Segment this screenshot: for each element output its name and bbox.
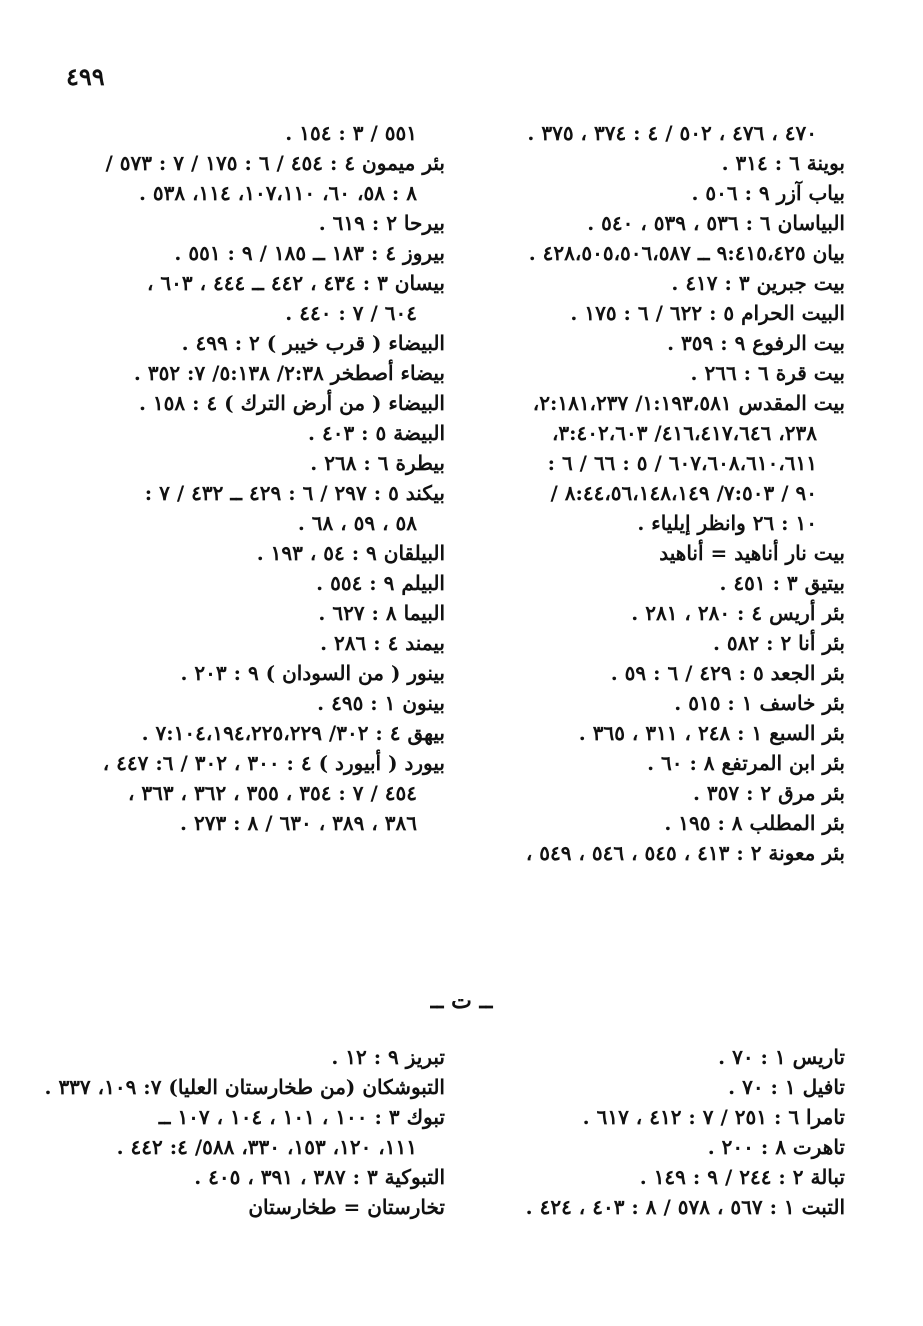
index-column-left-ta: [44, 1042, 445, 1222]
index-entry: بئر الجعد ٥ : ٤٢٩ / ٦ : ٥٩ .: [610, 661, 845, 685]
index-entry: تاهرت ٨ : ٢٠٠ .: [707, 1135, 845, 1159]
index-entry: بوينة ٦ : ٣١٤ .: [721, 151, 845, 175]
index-entry: البيت الحرام ٥ : ٦٢٢ / ٦ : ١٧٥ .: [570, 301, 845, 325]
index-entry: بيطرة ٦ : ٢٦٨ .: [310, 451, 445, 475]
index-entry: بئر مرق ٢ : ٣٥٧ .: [692, 781, 845, 805]
index-entry: التبوكية ٣ : ٣٨٧ ، ٣٩١ ، ٤٠٥ .: [194, 1165, 445, 1189]
index-entry: بيت المقدس ١:١٩٣،٥٨١/ ٢:١٨١،٢٣٧،: [532, 391, 845, 415]
index-entry: ١١١، ١٢٠، ١٥٣، ٣٣٠، ٥٨٨/ ٤: ٤٤٢ .: [116, 1135, 417, 1159]
index-entry: البيما ٨ : ٦٢٧ .: [318, 601, 445, 625]
index-entry: بيت نار أناهيد = أناهيد: [659, 541, 845, 565]
index-entry: بيسان ٣ : ٤٣٤ ، ٤٤٢ ــ ٤٤٤ ، ٦٠٣ ،: [146, 271, 445, 295]
index-entry: ٩٠ / ٧:٥٠٣/ ٨:٤٤،٥٦،١٤٨،١٤٩ /: [550, 481, 817, 505]
index-entry: بيضاء أصطخر ٢:٣٨/ ٥:١٣٨/ ٧: ٣٥٢ .: [133, 361, 445, 385]
index-column-right-ta: [473, 1042, 845, 1222]
index-entry: البيضة ٥ : ٤٠٣ .: [308, 421, 445, 445]
index-entry: بينور ( من السودان ) ٩ : ٢٠٣ .: [180, 661, 445, 685]
index-entry: تبالة ٢ : ٢٤٤ / ٩ : ١٤٩ .: [639, 1165, 845, 1189]
index-column-right: [473, 118, 845, 868]
index-entry: بئر ميمون ٤ : ٤٥٤ / ٦ : ١٧٥ / ٧ : ٥٧٣ /: [105, 151, 445, 175]
index-entry: ٣٨٦ ، ٣٨٩ ، ٦٣٠ / ٨ : ٢٧٣ .: [180, 811, 417, 835]
index-entry: بيان ٩:٤١٥،٤٢٥ ــ ٤٢٨،٥٠٥،٥٠٦،٥٨٧ .: [528, 241, 845, 265]
index-entry: بيروز ٤ : ١٨٣ ــ ١٨٥ / ٩ : ٥٥١ .: [174, 241, 445, 265]
page-number: ٤٩٩: [66, 62, 105, 91]
index-entry: تبريز ٩ : ١٢ .: [331, 1045, 445, 1069]
index-entry: البيضاء ( قرب خيبر ) ٢ : ٤٩٩ .: [181, 331, 445, 355]
index-entry: بيت الرفوع ٩ : ٣٥٩ .: [667, 331, 845, 355]
index-entry: بيهق ٤ : ٣٠٢/ ٧:١٠٤،١٩٤،٢٢٥،٢٢٩ .: [141, 721, 445, 745]
index-entry: بئر أنا ٢ : ٥٨٢ .: [712, 631, 845, 655]
index-entry: ١٠ : ٢٦ وانظر إيلياء .: [637, 511, 817, 535]
index-entry: بيت قرة ٦ : ٢٦٦ .: [690, 361, 845, 385]
index-entry: بئر أريس ٤ : ٢٨٠ ، ٢٨١ .: [631, 601, 845, 625]
index-entry: تاريس ١ : ٧٠ .: [718, 1045, 845, 1069]
section-heading: ــ ت ــ: [430, 988, 493, 1014]
index-entry: بئر معونة ٢ : ٤١٣ ، ٥٤٥ ، ٥٤٦ ، ٥٤٩ ،: [525, 841, 845, 865]
index-entry: بيتيق ٣ : ٤٥١ .: [719, 571, 845, 595]
index-entry: بئر السبع ١ : ٢٤٨ ، ٣١١ ، ٣٦٥ .: [578, 721, 845, 745]
index-entry: البياسان ٦ : ٥٣٦ ، ٥٣٩ ، ٥٤٠ .: [587, 211, 845, 235]
index-entry: البيلم ٩ : ٥٥٤ .: [316, 571, 445, 595]
index-entry: تامرا ٦ : ٢٥١ / ٧ : ٤١٢ ، ٦١٧ .: [582, 1105, 845, 1129]
index-column-left: [55, 118, 445, 838]
index-entry: بياب آزر ٩ : ٥٠٦ .: [691, 181, 845, 205]
index-entry: التبت ١ : ٥٦٧ ، ٥٧٨ / ٨ : ٤٠٣ ، ٤٢٤ .: [525, 1195, 845, 1219]
index-entry: بيكند ٥ : ٢٩٧ / ٦ : ٤٢٩ ــ ٤٣٢ / ٧ :: [144, 481, 445, 505]
index-entry: بئر المطلب ٨ : ١٩٥ .: [664, 811, 845, 835]
index-entry: التبوشكان (من طخارستان العليا) ٧: ١٠٩، ٣٣٧ .: [44, 1075, 445, 1099]
index-entry: ٦٠٤ / ٧ : ٤٤٠ .: [285, 301, 417, 325]
index-entry: ٤٥٤ / ٧ : ٣٥٤ ، ٣٥٥ ، ٣٦٢ ، ٣٦٣ ،: [127, 781, 417, 805]
index-entry: تافيل ١ : ٧٠ .: [728, 1075, 845, 1099]
index-entry: ٥٥١ / ٣ : ١٥٤ .: [285, 121, 417, 145]
index-entry: البيلقان ٩ : ٥٤ ، ١٩٣ .: [256, 541, 445, 565]
index-entry: ٢٣٨، ٤١٦،٤١٧،٦٤٦/ ٣:٤٠٢،٦٠٣،: [551, 421, 817, 445]
index-entry: بيورد ( أبيورد ) ٤ : ٣٠٠ ، ٣٠٢ / ٦: ٤٤٧ ،: [102, 751, 445, 775]
index-entry: بيرحا ٢ : ٦١٩ .: [318, 211, 445, 235]
index-entry: ٤٧٠ ، ٤٧٦ ، ٥٠٢ / ٤ : ٣٧٤ ، ٣٧٥ .: [527, 121, 817, 145]
index-entry: البيضاء ( من أرض الترك ) ٤ : ١٥٨ .: [138, 391, 445, 415]
index-entry: بئر ابن المرتفع ٨ : ٦٠ .: [647, 751, 845, 775]
index-entry: بئر خاسف ١ : ٥١٥ .: [674, 691, 845, 715]
index-entry: بينون ١ : ٤٩٥ .: [317, 691, 445, 715]
index-entry: ٨ : ٥٨، ٦٠، ١٠٧،١١٠، ١١٤، ٥٣٨ .: [138, 181, 417, 205]
index-entry: ٦٠٧،٦٠٨،٦١٠،٦١١ / ٥ : ٦٦ / ٦ :: [547, 451, 817, 475]
index-entry: ٥٨ ، ٥٩ ، ٦٨ .: [297, 511, 417, 535]
index-entry: بيمند ٤ : ٢٨٦ .: [320, 631, 445, 655]
index-entry: تخارستان = طخارستان: [248, 1195, 445, 1219]
index-entry: تبوك ٣ : ١٠٠ ، ١٠١ ، ١٠٤ ، ١٠٧ ــ: [158, 1105, 445, 1129]
index-entry: بيت جبرين ٣ : ٤١٧ .: [671, 271, 845, 295]
